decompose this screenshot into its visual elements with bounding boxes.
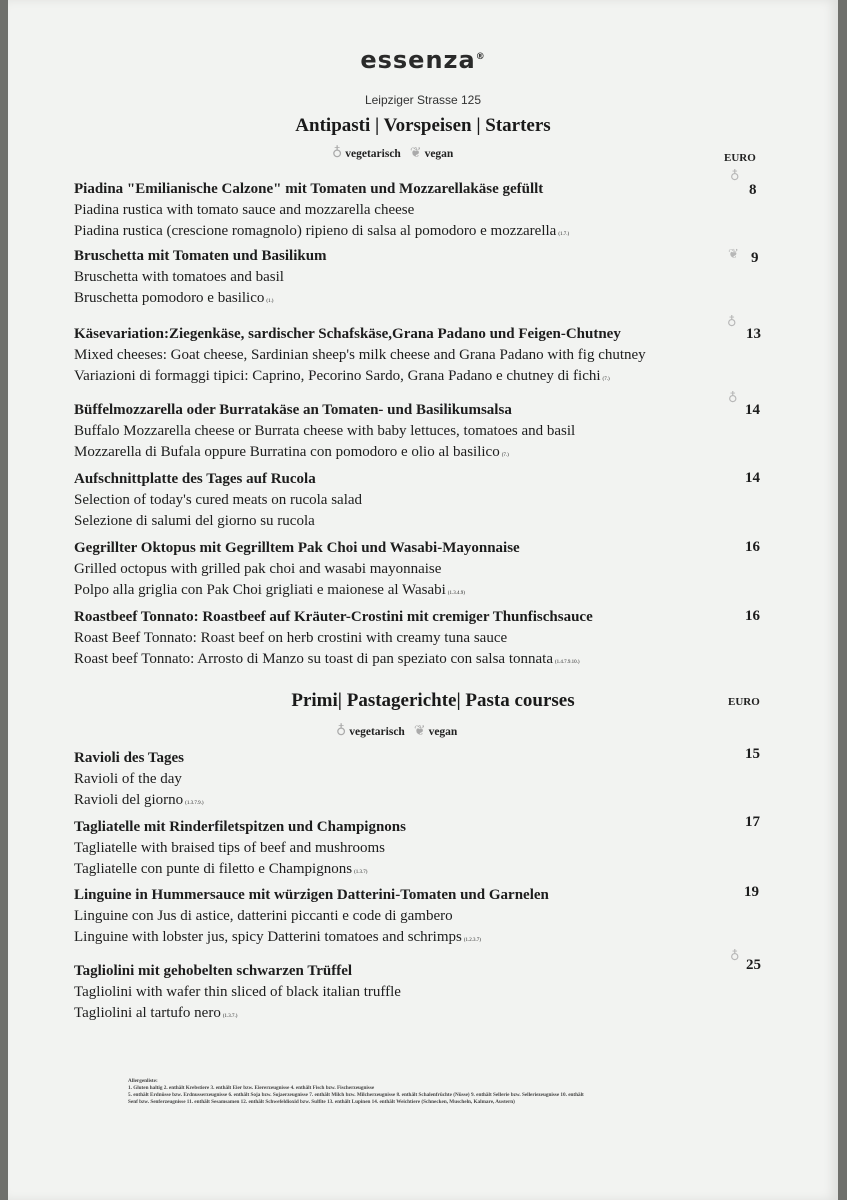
item-italian: Polpo alla griglia con Pak Choi grigliati e maionese al Wasabi: [74, 582, 446, 598]
item-allergens: (7.): [602, 377, 610, 382]
allergen-list: Allergenliste: 1. Gluten haltig 2. enthält Krebstiere 3. enthält Eier bzw. Eiererzeugnisse 4. enthält Fisch bzw. Fischerzeugnisse 5. enthält Erdnüsse bzw. Erdnusserzeugnisse 6. enthält Soja bzw. Sojaerzeugnisse 7. enthält Milch bzw. Milcherzeugnisse 8. enthält Schalenfrüchte (Nüsse) 9. enthält Sellerie bzw. Selleriezeugnisse 10. enthält Senf bzw. Senferzeugnisse 11. enthält Sesamsamen 12. enthält Schwefeldioxid bzw. Sulfite 13. enthält Lupinen 14. enthält Weichtiere (Schnecken, Muscheln, Kalmare, Austern): [128, 1078, 584, 1105]
item-italian: Linguine with lobster jus, spicy Datterini tomatoes and schrimps: [74, 929, 462, 945]
menu-item: [74, 324, 764, 390]
item-price: 16: [745, 539, 760, 555]
menu-item: [74, 748, 764, 814]
euro-column-label: EURO: [724, 152, 756, 164]
item-english: Ravioli of the day: [74, 771, 182, 787]
section-title-primi: Primi| Pastagerichte| Pasta courses: [291, 690, 575, 711]
vegan-icon: ❦: [409, 146, 422, 161]
item-allergens: (1.4.7.9.10.): [555, 660, 580, 665]
vegetarian-icon: ♁: [730, 948, 740, 963]
item-allergens: (1.): [266, 299, 274, 304]
item-title: Ravioli des Tages: [74, 750, 185, 766]
vegetarian-icon: ♁: [336, 724, 347, 739]
item-italian: Bruschetta pomodoro e basilico: [74, 290, 265, 306]
item-title: Gegrillter Oktopus mit Gegrilltem Pak Choi und Wasabi-Mayonnaise: [74, 540, 520, 556]
vegetarian-icon: ♁: [332, 146, 343, 161]
section-title-antipasti: Antipasti | Vorspeisen | Starters: [295, 115, 551, 136]
restaurant-address: Leipziger Strasse 125: [364, 93, 482, 107]
item-title: Büffelmozzarella oder Burratakäse an Tomaten- und Basilikumsalsa: [74, 402, 512, 418]
item-italian: Selezione di salumi del giorno su rucola: [74, 513, 315, 529]
item-italian: Mozzarella di Bufala oppure Burratina con pomodoro e olio al basilico: [74, 444, 500, 460]
menu-item: [74, 961, 764, 1027]
item-title: Tagliatelle mit Rinderfiletspitzen und Champignons: [74, 819, 406, 835]
item-price: 17: [745, 814, 760, 830]
item-price: 14: [745, 470, 760, 486]
diet-legend-antipasti: ♁ vegetarisch ❦ vegan: [332, 146, 454, 161]
item-italian: Roast beef Tonnato: Arrosto di Manzo su toast di pan speziato con salsa tonnata: [74, 651, 553, 667]
item-english: Linguine con Jus di astice, datterini piccanti e code di gambero: [74, 908, 453, 924]
vegan-icon: ❦: [728, 246, 739, 261]
item-price: 13: [746, 326, 761, 342]
item-english: Grilled octopus with grilled pak choi and wasabi mayonnaise: [74, 561, 442, 577]
item-price: 16: [745, 608, 760, 624]
item-title: Piadina "Emilianische Calzone" mit Tomaten und Mozzarellakäse gefüllt: [74, 181, 544, 197]
item-italian: Tagliolini al tartufo nero: [74, 1005, 221, 1021]
item-allergens: (1.2.3.7): [463, 938, 481, 943]
item-price: 9: [751, 250, 759, 266]
item-english: Buffalo Mozzarella cheese or Burrata cheese with baby lettuces, tomatoes and basil: [74, 423, 576, 439]
item-title: Aufschnittplatte des Tages auf Rucola: [74, 471, 316, 487]
vegetarian-icon: ♁: [728, 390, 738, 405]
item-allergens: (1.3.7.9.): [185, 801, 204, 806]
item-allergens: (1.7.): [558, 232, 570, 237]
menu-item: [74, 885, 764, 951]
item-price: 14: [745, 402, 760, 418]
item-title: Käsevariation:Ziegenkäse, sardischer Schafskäse,Grana Padano und Feigen-Chutney: [74, 326, 621, 342]
item-italian: Ravioli del giorno: [74, 792, 184, 808]
menu-item: [74, 469, 764, 535]
menu-item: [74, 246, 764, 312]
item-italian: Variazioni di formaggi tipici: Caprino, Pecorino Sardo, Grana Padano e chutney di fichi: [74, 368, 601, 384]
item-english: Piadina rustica with tomato sauce and mozzarella cheese: [74, 202, 415, 218]
item-italian: Tagliatelle con punte di filetto e Champignons: [74, 861, 353, 877]
item-title: Bruschetta mit Tomaten und Basilikum: [74, 248, 327, 264]
item-english: Mixed cheeses: Goat cheese, Sardinian sheep's milk cheese and Grana Padano with fig chutney: [74, 347, 646, 363]
menu-item: [74, 817, 764, 883]
item-title: Linguine in Hummersauce mit würzigen Datterini-Tomaten und Garnelen: [74, 887, 549, 903]
item-allergens: (1.3.7): [354, 870, 368, 875]
vegetarian-icon: ♁: [730, 168, 740, 183]
menu-page: [8, 0, 838, 1200]
euro-column-label: EURO: [728, 696, 760, 708]
menu-item: [74, 179, 764, 245]
restaurant-logo: essenza®: [360, 46, 486, 74]
item-title: Tagliolini mit gehobelten schwarzen Trüffel: [74, 963, 353, 979]
item-price: 25: [746, 957, 761, 973]
item-allergens: (7.): [501, 453, 509, 458]
item-english: Roast Beef Tonnato: Roast beef on herb crostini with creamy tuna sauce: [74, 630, 508, 646]
diet-legend-primi: ♁ vegetarisch ❦ vegan: [336, 724, 458, 739]
item-title: Roastbeef Tonnato: Roastbeef auf Kräuter-Crostini mit cremiger Thunfischsauce: [74, 609, 593, 625]
item-english: Selection of today's cured meats on rucola salad: [74, 492, 363, 508]
item-italian: Piadina rustica (crescione romagnolo) ripieno di salsa al pomodoro e mozzarella: [74, 223, 557, 239]
vegetarian-icon: ♁: [727, 314, 737, 329]
item-price: 19: [744, 884, 759, 900]
vegan-icon: ❦: [413, 724, 426, 739]
menu-item: [74, 607, 764, 673]
menu-item: [74, 400, 764, 466]
item-allergens: (1.3.4.9): [447, 591, 465, 596]
menu-item: [74, 538, 764, 604]
item-allergens: (1.3.7.): [222, 1014, 238, 1019]
item-english: Tagliatelle with braised tips of beef and mushrooms: [74, 840, 385, 856]
item-english: Tagliolini with wafer thin sliced of black italian truffle: [74, 984, 401, 1000]
item-price: 8: [749, 182, 757, 198]
item-price: 15: [745, 746, 760, 762]
item-english: Bruschetta with tomatoes and basil: [74, 269, 284, 285]
